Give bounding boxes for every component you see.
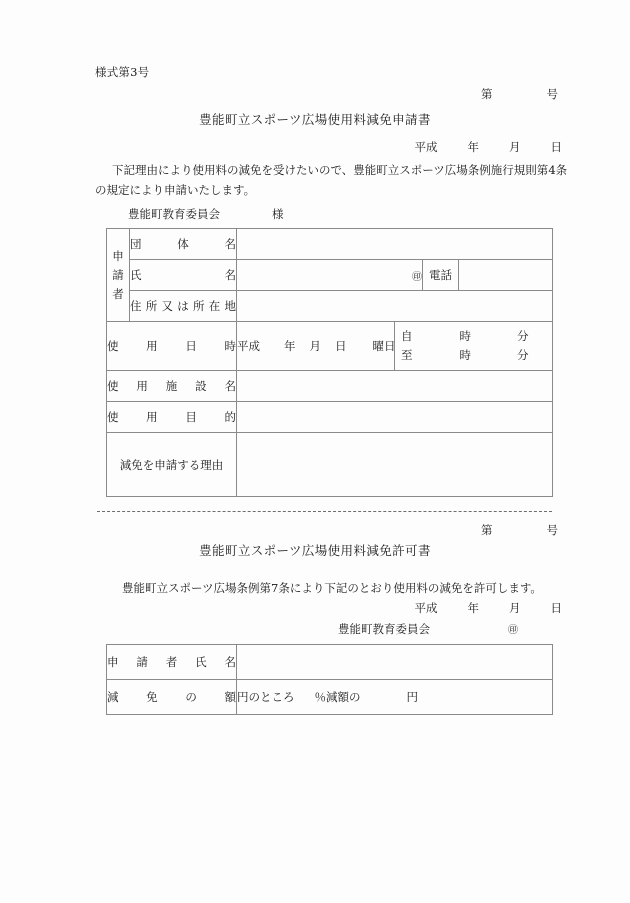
minute-unit-from: 分 xyxy=(517,329,529,343)
address-label: 住所又は所在地 xyxy=(130,291,237,322)
usage-date-era: 平成 xyxy=(237,339,260,353)
reason-field[interactable] xyxy=(237,433,553,497)
table-row xyxy=(107,371,553,402)
day-unit: 日 xyxy=(550,140,562,154)
time-to-label: 至 xyxy=(401,348,413,362)
serial-suffix: 号 xyxy=(546,523,558,537)
year-unit: 年 xyxy=(467,140,479,154)
seal-icon: ㊞ xyxy=(412,271,422,283)
applicant-label-char-1: 申 xyxy=(112,248,124,263)
usage-time-to-row xyxy=(395,346,552,365)
permit-applicant-name-field[interactable] xyxy=(237,645,553,680)
usage-date-day: 日 xyxy=(335,339,347,353)
amount-text-1: 円のところ xyxy=(237,690,295,704)
table-row xyxy=(107,402,553,433)
application-serial-number xyxy=(481,86,558,102)
hour-unit-from: 時 xyxy=(459,329,471,343)
usage-date-field[interactable] xyxy=(237,322,395,371)
applicant-label-char-2: 請 xyxy=(112,267,124,282)
permit-serial-number xyxy=(481,522,558,538)
table-row xyxy=(107,322,553,371)
addressee-honorific: 様 xyxy=(272,207,284,221)
day-unit: 日 xyxy=(550,601,562,615)
table-row xyxy=(107,291,553,322)
application-addressee-line xyxy=(128,206,284,222)
serial-prefix: 第 xyxy=(481,87,493,101)
table-row xyxy=(107,680,553,715)
applicant-label-char-3: 者 xyxy=(112,286,124,301)
reduction-amount-label: 減免の額 xyxy=(107,680,237,715)
purpose-field[interactable] xyxy=(237,402,553,433)
addressee-name: 豊能町教育委員会 xyxy=(128,207,220,221)
table-row xyxy=(107,645,553,680)
permit-title: 豊能町立スポーツ広場使用料減免許可書 xyxy=(199,543,431,558)
permit-body-line-1: 豊能町立スポーツ広場条例第7条により下記のとおり使用料の減免を許可します。 xyxy=(122,581,542,595)
applicant-vertical-label xyxy=(107,229,130,322)
facility-field[interactable] xyxy=(237,371,553,402)
month-unit: 月 xyxy=(509,140,521,154)
application-body-text xyxy=(95,160,577,200)
table-row xyxy=(107,229,553,260)
form-number-label: 様式第3号 xyxy=(95,65,150,79)
application-title: 豊能町立スポーツ広場使用料減免申請書 xyxy=(199,112,431,127)
year-unit: 年 xyxy=(467,601,479,615)
application-date-line xyxy=(415,139,563,155)
amount-text-3: 円 xyxy=(406,690,418,704)
group-name-field[interactable] xyxy=(237,229,553,260)
facility-label: 使用施設名 xyxy=(107,371,237,402)
table-row xyxy=(107,433,553,497)
hour-unit-to: 時 xyxy=(459,348,471,362)
era-label: 平成 xyxy=(414,601,438,615)
usage-time-field[interactable] xyxy=(395,322,553,371)
seal-icon: ㊞ xyxy=(508,625,518,636)
month-unit: 月 xyxy=(509,601,521,615)
table-row xyxy=(107,260,553,291)
reason-label: 減免を申請する理由 xyxy=(107,433,237,497)
usage-time-from-row xyxy=(395,327,552,346)
address-field[interactable] xyxy=(237,291,553,322)
group-name-label: 団体名 xyxy=(130,229,237,260)
usage-datetime-label: 使用日時 xyxy=(107,322,237,371)
application-table xyxy=(106,228,553,497)
usage-date-weekday: 曜日 xyxy=(372,339,396,353)
application-body-line-1: 下記理由により使用料の減免を受けたいので、豊能町立スポーツ広場条例施行規則第 xyxy=(112,163,549,177)
permit-date-line xyxy=(415,600,563,616)
purpose-label: 使用目的 xyxy=(107,402,237,433)
minute-unit-to: 分 xyxy=(517,348,529,362)
permit-issuer-line xyxy=(338,621,518,637)
reduction-amount-field[interactable] xyxy=(237,680,553,715)
phone-label: 電話 xyxy=(423,260,459,291)
amount-text-2: ％減額の xyxy=(314,690,361,704)
usage-date-year: 年 xyxy=(284,339,296,353)
issuer-name: 豊能町教育委員会 xyxy=(338,622,430,636)
serial-prefix: 第 xyxy=(481,523,493,537)
person-name-label: 氏名 xyxy=(130,260,237,291)
cut-separator-line xyxy=(97,511,552,512)
usage-date-month: 月 xyxy=(309,339,321,353)
phone-field[interactable] xyxy=(459,260,553,291)
serial-suffix: 号 xyxy=(546,87,558,101)
application-body-line-2: 4条の規定により申請いたします。 xyxy=(95,163,568,197)
person-name-field[interactable] xyxy=(237,260,423,291)
era-label: 平成 xyxy=(414,140,438,154)
permit-applicant-name-label: 申請者氏名 xyxy=(107,645,237,680)
time-from-label: 自 xyxy=(401,329,413,343)
permit-body-text xyxy=(105,578,575,598)
permit-table xyxy=(106,644,553,715)
